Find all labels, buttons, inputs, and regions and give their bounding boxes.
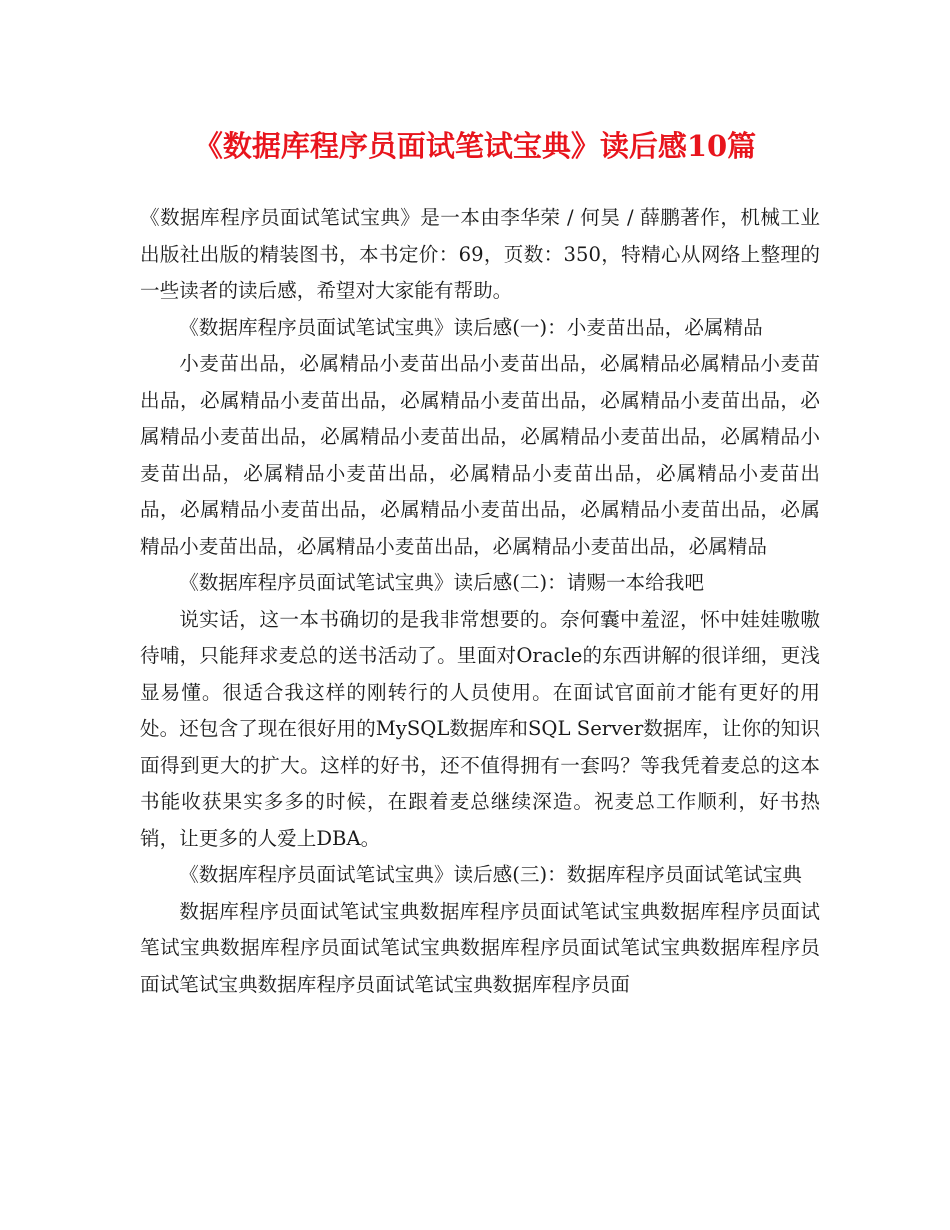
review-body-1: 小麦苗出品，必属精品小麦苗出品小麦苗出品，必属精品必属精品小麦苗出品，必属精品小麦苗出品，必属精品小麦苗出品，必属精品小麦苗出品，必属精品小麦苗出品，必属精品小麦苗出品，必属精品小麦苗出品，必属精品小麦苗出品，必属精品小麦苗出品，必属精品小麦苗出品，必属精品小麦苗出品，必属精品小麦苗出品，必属精品小麦苗出品，必属精品小麦苗出品，必属精品小麦苗出品，必属精品小麦苗出品，必属精品小麦苗出品，必属精品 bbox=[140, 352, 820, 558]
document-title: 《数据库程序员面试笔试宝典》读后感10篇 bbox=[193, 129, 757, 163]
intro-paragraph: 《数据库程序员面试笔试宝典》是一本由李华荣 / 何昊 / 薛鹏著作，机械工业出版社出版的精装图书，本书定价：69，页数：350，特精心从网络上整理的一些读者的读后感，希望对大家能有帮助。 bbox=[140, 206, 820, 302]
document-body bbox=[140, 200, 820, 1003]
review-body-3: 数据库程序员面试笔试宝典数据库程序员面试笔试宝典数据库程序员面试笔试宝典数据库程序员面试笔试宝典数据库程序员面试笔试宝典数据库程序员面试笔试宝典数据库程序员面试笔试宝典数据库程序员面 bbox=[140, 899, 820, 996]
review-heading-2: 《数据库程序员面试笔试宝典》读后感(二)：请赐一本给我吧 bbox=[179, 571, 704, 594]
review-body-2: 说实话，这一本书确切的是我非常想要的。奈何囊中羞涩，怀中娃娃嗷嗷待哺，只能拜求麦总的送书活动了。里面对Oracle的东西讲解的很详细，更浅显易懂。很适合我这样的刚转行的人员使用。在面试官面前才能有更好的用处。还包含了现在很好用的MySQL数据库和SQL Server数据库，让你的知识面得到更大的扩大。这样的好书，还不值得拥有一套吗？等我凭着麦总的这本书能收获果实多多的时候，在跟着麦总继续深造。祝麦总工作顺利，好书热销，让更多的人爱上DBA。 bbox=[140, 607, 820, 850]
review-heading-3: 《数据库程序员面试笔试宝典》读后感(三)：数据库程序员面试笔试宝典 bbox=[179, 863, 802, 886]
review-heading-1: 《数据库程序员面试笔试宝典》读后感(一)：小麦苗出品，必属精品 bbox=[179, 315, 763, 339]
